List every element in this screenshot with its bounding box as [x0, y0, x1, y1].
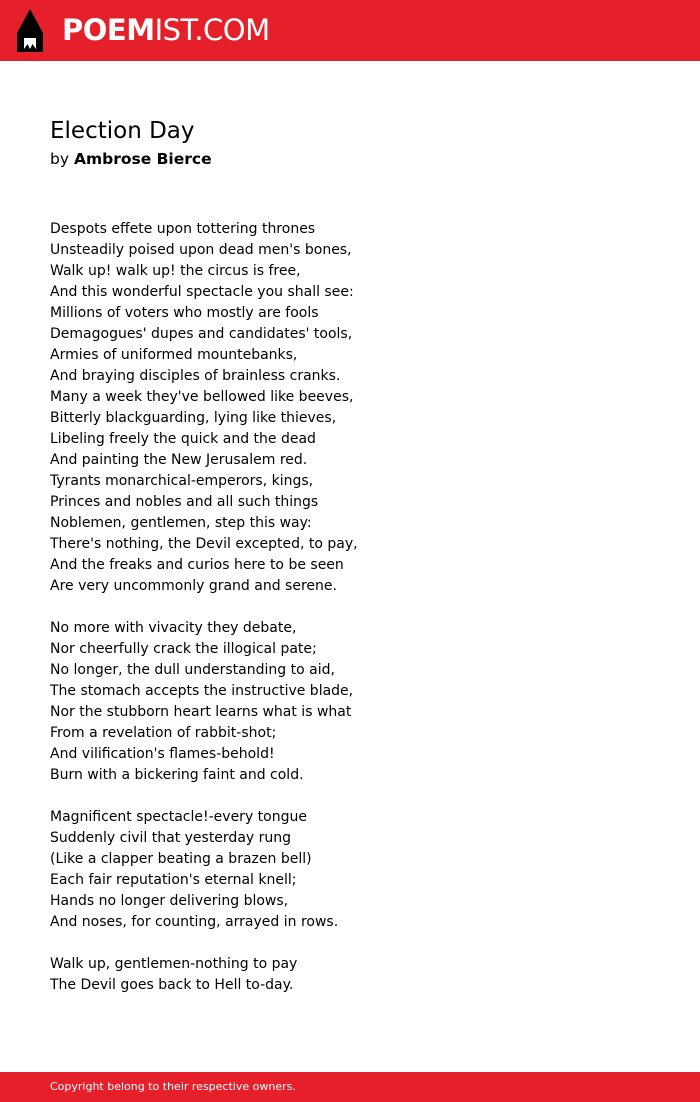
poem-line: Suddenly civil that yesterday rung	[50, 830, 292, 846]
poem-stanza	[50, 618, 358, 786]
poem-line: Princes and nobles and all such things	[50, 494, 319, 510]
byline-prefix: by	[50, 150, 70, 168]
poem-line: Many a week they've bellowed like beeves,	[50, 389, 354, 405]
poem-line: Each fair reputation's eternal knell;	[50, 872, 297, 888]
poem-line: No longer, the dull understanding to aid,	[50, 662, 335, 678]
poem-line: Hands no longer delivering blows,	[50, 893, 289, 909]
poem-line: Walk up, gentlemen-nothing to pay	[50, 956, 298, 972]
poem-line: Burn with a bickering faint and cold.	[50, 767, 304, 783]
poem-stanza	[50, 954, 358, 996]
poem-line: Nor the stubborn heart learns what is what	[50, 704, 352, 720]
poem-line: Despots effete upon tottering thrones	[50, 221, 316, 237]
poem-line: Unsteadily poised upon dead men's bones,	[50, 242, 352, 258]
poem-line: And braying disciples of brainless cranks.	[50, 368, 341, 384]
copyright-text: Copyright belong to their respective owners.	[50, 1080, 296, 1093]
poem-line: Bitterly blackguarding, lying like thieves,	[50, 410, 337, 426]
poem-line: From a revelation of rabbit-shot;	[50, 725, 277, 741]
pencil-tip-icon[interactable]	[17, 9, 43, 52]
poem-line: Noblemen, gentlemen, step this way:	[50, 515, 312, 531]
poem-line: And this wonderful spectacle you shall see:	[50, 284, 354, 300]
poem-author: Ambrose Bierce	[73, 150, 212, 168]
poem-stanza	[50, 219, 358, 597]
site-logo[interactable]	[62, 12, 270, 48]
poem-body	[50, 219, 358, 1017]
poem-line: Nor cheerfully crack the illogical pate;	[50, 641, 317, 657]
poem-line: And vilification's flames-behold!	[50, 746, 275, 762]
poem-stanza	[50, 807, 358, 933]
logo-text-light: IST.COM	[154, 13, 270, 47]
poem-line: Are very uncommonly grand and serene.	[50, 578, 337, 594]
poem-line: Magnificent spectacle!-every tongue	[50, 809, 307, 825]
poem-line: And painting the New Jerusalem red.	[50, 452, 308, 468]
poem-line: Demagogues' dupes and candidates' tools,	[50, 326, 353, 342]
poem-line: Libeling freely the quick and the dead	[50, 431, 316, 447]
site-header	[0, 0, 700, 61]
poem-byline	[50, 148, 212, 170]
poem-line: The Devil goes back to Hell to-day.	[50, 977, 294, 993]
poem-line: And the freaks and curios here to be seen	[50, 557, 344, 573]
poem-title: Election Day	[50, 118, 195, 144]
poem-line: Millions of voters who mostly are fools	[50, 305, 319, 321]
logo-text-bold: POEM	[62, 13, 155, 47]
poem-line: And noses, for counting, arrayed in rows.	[50, 914, 339, 930]
poem-line: Armies of uniformed mountebanks,	[50, 347, 298, 363]
poem-line: The stomach accepts the instructive blade,	[50, 683, 354, 699]
poem-line: There's nothing, the Devil excepted, to pay,	[50, 536, 358, 552]
poem-line: No more with vivacity they debate,	[50, 620, 297, 636]
site-footer	[0, 1072, 700, 1102]
poem-line: (Like a clapper beating a brazen bell)	[50, 851, 312, 867]
poem-line: Tyrants monarchical-emperors, kings,	[50, 473, 314, 489]
poem-line: Walk up! walk up! the circus is free,	[50, 263, 301, 279]
